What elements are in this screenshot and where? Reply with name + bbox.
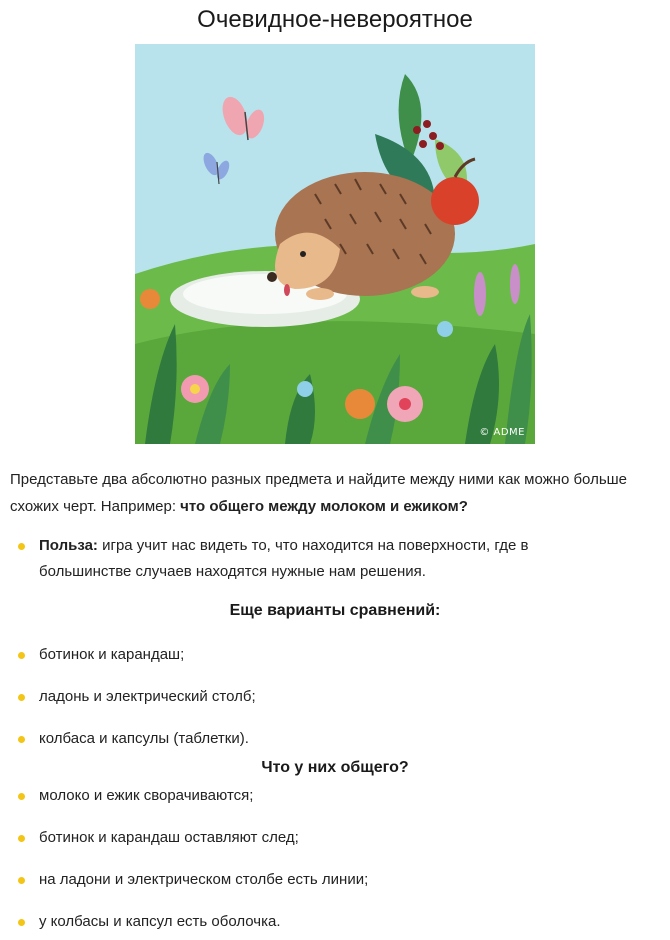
bullet-icon	[18, 652, 25, 659]
list-item-text: у колбасы и капсул есть оболочка.	[39, 913, 281, 930]
bullet-icon	[18, 736, 25, 743]
bullet-icon	[18, 835, 25, 842]
article-title: Очевидное-невероятное	[197, 6, 473, 33]
list-item-text: молоко и ежик сворачиваются;	[39, 787, 254, 804]
intro-paragraph	[10, 466, 650, 520]
common-heading: Что у них общего?	[261, 759, 409, 776]
list-item-text: колбаса и капсулы (таблетки).	[39, 730, 249, 747]
benefit-label: Польза:	[39, 537, 98, 554]
hedgehog-illustration	[135, 44, 535, 444]
list-item-text: ладонь и электрический столб;	[39, 688, 256, 705]
benefit-text: игра учит нас видеть то, что находится на поверхности, где в большинстве случаев находятся нужные нам решения.	[39, 537, 529, 580]
bullet-icon	[18, 694, 25, 701]
intro-question: что общего между молоком и ежиком?	[180, 498, 468, 515]
intro-text: Представьте два абсолютно разных предмета и найдите между ними как можно больше схожих черт. Например:	[10, 471, 628, 515]
list-item-text: ботинок и карандаш оставляют след;	[39, 829, 299, 846]
bullet-icon	[18, 793, 25, 800]
watermark: © ADME	[479, 427, 525, 438]
list-item-text: ботинок и карандаш;	[39, 646, 185, 663]
bullet-icon	[18, 543, 25, 550]
list-item-text: на ладони и электрическом столбе есть линии;	[39, 871, 369, 888]
bullet-icon	[18, 877, 25, 884]
variants-heading: Еще варианты сравнений:	[229, 602, 441, 619]
bullet-icon	[18, 919, 25, 926]
